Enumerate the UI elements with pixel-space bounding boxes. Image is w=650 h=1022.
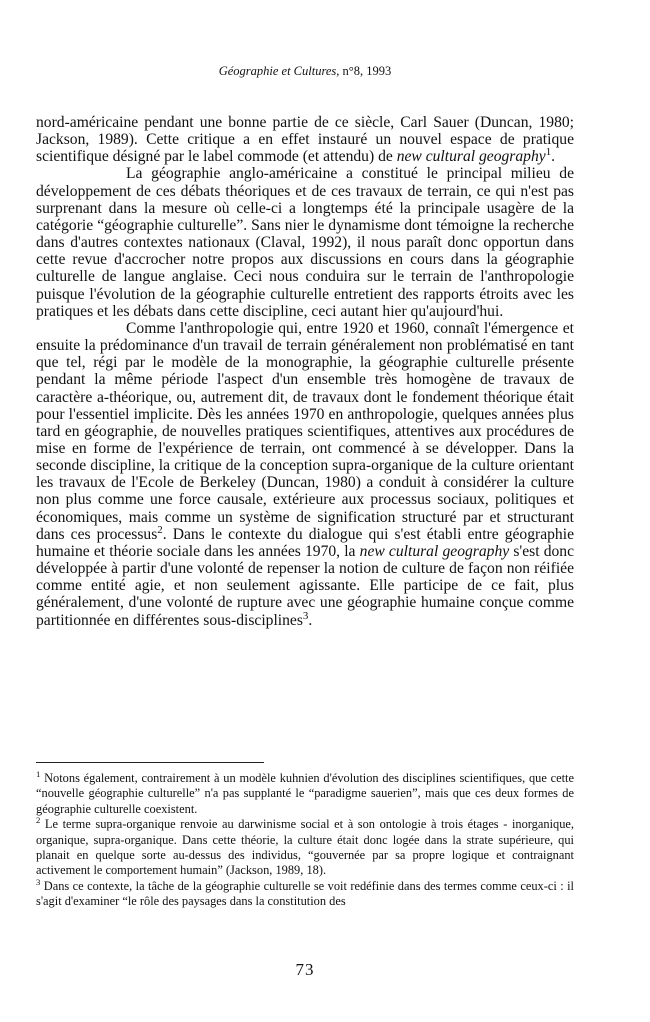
text-run: nord-américaine pendant une bonne partie de ce siècle, Carl Sauer (Duncan, 1980; Jackson, 1989). Cette critique a en effet instauré un nouvel espace de pratique scientifique désigné par le label commode (et attendu) de — [36, 114, 574, 166]
journal-title: Géographie et Cultures — [218, 64, 337, 78]
footnote-divider — [36, 762, 264, 763]
text-run: . — [308, 611, 313, 629]
footnote-number: 2 — [36, 815, 41, 826]
footnote-number: 3 — [36, 876, 41, 887]
footnote-3 — [36, 876, 574, 910]
paragraph-2: La géographie anglo-américaine a constitué le principal milieu de développement de ces débats théoriques et de ces travaux de terrain, ce qui n'est pas surprenant dans la mesure où celle-ci a longtemps été la principale usagère de la catégorie “géographie culturelle”. Sans nier le dynamisme dont témoigne la recherche dans d'autres contextes nationaux (Claval, 1992), il nous paraît donc opportun dans cette revue d'accrocher notre propos aux discussions en cours dans la géographie culturelle de langue anglaise. Ceci nous conduira sur le terrain de l'anthropologie puisque l'évolution de la géographie culturelle entretient des rapports étroits avec les pratiques et les débats dans cette discipline, ceci autant hier qu'aujourd'hui. — [36, 165, 574, 320]
footnote-ref: 3 — [302, 609, 309, 622]
footnote-text: Le terme supra-organique renvoie au darwinisme social et à son ontologie à trois étages - inorganique, organique, supra-organique. Dans cette théorie, la culture était donc logée dans la strate supérieure, qui planait en quelque sorte au-dessus des individus, “gouvernée par sa propre logique et contraignant activement le comportement humain” (Jackson, 1989, 18). — [36, 817, 574, 878]
main-text — [36, 114, 574, 629]
emphasis-term: new cultural geography — [359, 542, 510, 560]
issue-info: , n°8, 1993 — [336, 64, 392, 78]
running-header — [36, 64, 574, 79]
text-run: . — [551, 148, 556, 166]
footnote-ref: 2 — [157, 523, 163, 536]
paragraph-3 — [36, 320, 574, 629]
footnotes — [36, 768, 574, 910]
footnote-2 — [36, 817, 574, 879]
footnote-1 — [36, 768, 574, 817]
page-number: 73 — [295, 960, 315, 979]
paragraph-1 — [36, 114, 574, 165]
footnote-text: Notons également, contrairement à un modèle kuhnien d'évolution des disciplines scientifiques, que cette “nouvelle géographie culturelle” n'a pas supplanté le “paradigme sauerien”, mais que ces deux formes de géographie culturelle coexistent. — [36, 771, 574, 816]
footnote-number: 1 — [36, 768, 41, 779]
emphasis-term: new cultural geography — [396, 148, 546, 166]
text-run: . Dans le contexte du dialogue qui s'est établi entre géographie humaine et théorie sociale dans les années 1970, la — [36, 525, 574, 560]
text-run: Comme l'anthropologie qui, entre 1920 et 1960, connaît l'émergence et ensuite la prédominance d'un travail de terrain généralement non problématisé en tant que tel, régi par le modèle de la monographie, la géographie culturelle présente pendant la même période l'aspect d'un ensemble très homogène de travaux de caractère a-théorique, ou, autrement dit, de travaux dont le fondement théorique était pour l'essentiel implicite. Dès les années 1970 en anthropologie, quelques années plus tard en géographie, de nouvelles pratiques scientifiques, attentives aux procédures de mise en forme de l'expérience de terrain, ont commencé à se développer. Dans la seconde discipline, la critique de la conception supra-organique de la culture orientant les travaux de l'Ecole de Berkeley (Duncan, 1980) a conduit à considérer la culture non plus comme une force causale, extérieure aux processus sociaux, politiques et économiques, mais comme un système de signification structuré par et structurant dans ces processus — [36, 319, 574, 543]
footnote-ref: 1 — [545, 146, 552, 159]
footnote-text: Dans ce contexte, la tâche de la géographie culturelle se voit redéfinie dans des termes comme ceux-ci : il s'agit d'examiner “le rôle des paysages dans la constitution des — [36, 878, 574, 909]
text-run: s'est donc développée à partir d'une volonté de repenser la notion de culture de façon non réifiée comme entité agie, et non seulement agissante. Elle participe de ce fait, plus généralement, d'une volonté de rupture avec une géographie humaine conçue comme partitionnée en différentes sous-disciplines — [36, 542, 575, 629]
